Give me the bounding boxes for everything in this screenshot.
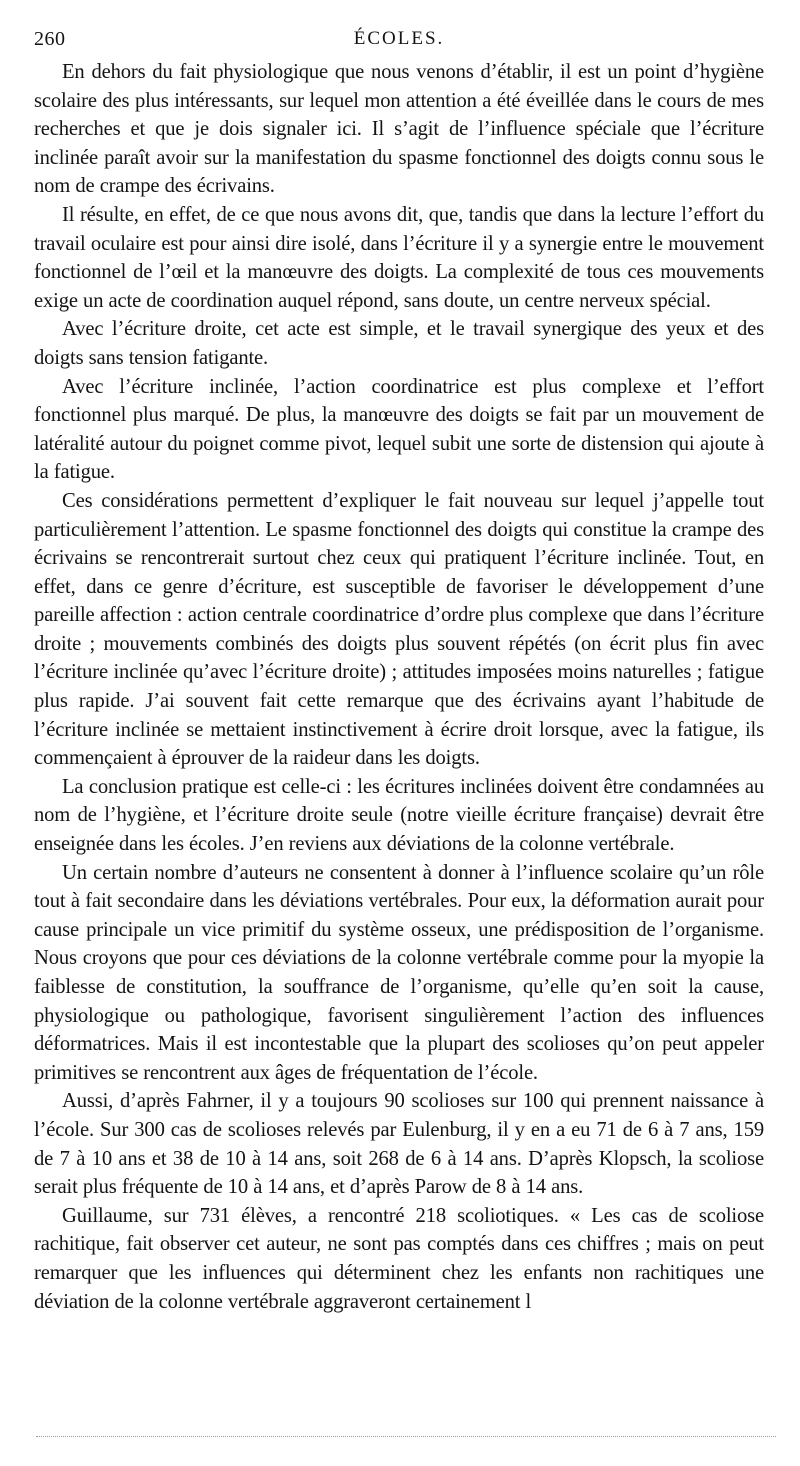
- paragraph-ocular-synergy: Il résulte, en effet, de ce que nous avons dit, que, tandis que dans la lecture l’effort du travail oculaire est pour ainsi dire isolé, dans l’écriture il y a synergie entre le mouvement fonctionnel de l’œil et la manœuvre des doigts. La complexité de tous ces mouvements exige un acte de coordination auquel répond, sans doute, un centre nerveux spécial.: [34, 203, 764, 312]
- paragraph-statistics: Aussi, d’après Fahrner, il y a toujours 90 scolioses sur 100 qui prennent naissance à l’école. Sur 300 cas de scolioses relevés par Eulenburg, il y en a eu 71 de 6 à 7 ans, 159 de 7 à 10 ans et 38 de 10 à 14 ans, soit 268 de 6 à 14 ans. D’après Klopsch, la scoliose serait plus fréquente de 10 à 14 ans, et d’après Parow de 8 à 14 ans.: [34, 1090, 764, 1199]
- paragraph-writer-cramp-intro: En dehors du fait physiologique que nous venons d’établir, il est un point d’hygiène scolaire des plus intéressants, sur lequel mon attention a été éveillée dans le cours de mes recherches et que je dois signaler ici. Il s’agit de l’influence spéciale que l’écriture inclinée paraît avoir sur la manifestation du spasme fonctionnel des doigts connu sous le nom de crampe des écrivains.: [34, 61, 764, 198]
- paragraph-guillaume: Guillaume, sur 731 élèves, a rencontré 218 scoliotiques. « Les cas de scoliose rachitique, fait observer cet auteur, ne sont pas comptés dans ces chiffres ; mais on peut remarquer que les influences qui déterminent chez les enfants non rachitiques une déviation de la colonne vertébrale aggraveront certainement l: [34, 1204, 764, 1313]
- paragraph-vertebral-deviations: Un certain nombre d’auteurs ne consentent à donner à l’influence scolaire qu’un rôle tout à fait secondaire dans les déviations vertébrales. Pour eux, la déformation aurait pour cause principale un vice primitif du système osseux, une prédisposition de l’organisme. Nous croyons que pour ces déviations de la colonne vertébrale comme pour la myopie la faiblesse de constitution, la souffrance de l’organisme, qu’elle qu’en soit la cause, physiologique ou pathologique, favorisent singulièrement l’action des influences déformatrices. Mais il est incontestable que la plupart des scolioses qu’on peut appeler primitives se rencontrent aux âges de fréquentation de l’école.: [34, 861, 764, 1084]
- paragraph-considerations: Ces considérations permettent d’expliquer le fait nouveau sur lequel j’appelle tout particulièrement l’attention. Le spasme fonctionnel des doigts qui constitue la crampe des écrivains se rencontrerait surtout chez ceux qui pratiquent l’écriture inclinée. Tout, en effet, dans ce genre d’écriture, est susceptible de favoriser le développement d’une pareille affection : action centrale coordinatrice d’ordre plus complexe que dans l’écriture droite ; mouvements combinés des doigts plus souvent répétés (on écrit plus fin avec l’écriture inclinée qu’avec l’écriture droite) ; attitudes imposées moins naturelles ; fatigue plus rapide. J’ai souvent fait cette remarque que des écrivains ayant l’habitude de l’écriture inclinée se mettaient instinctivement à écrire droit lorsque, avec la fatigue, ils commençaient à éprouver de la raideur dans les doigts.: [34, 489, 764, 770]
- paragraph-practical-conclusion: La conclusion pratique est celle-ci : les écritures inclinées doivent être condamnées au nom de l’hygiène, et l’écriture droite seule (notre vieille écriture française) devrait être enseignée dans les écoles. J’en reviens aux déviations de la colonne vertébrale.: [34, 775, 764, 856]
- running-title: ÉCOLES.: [353, 28, 445, 49]
- page-header: [34, 24, 764, 58]
- bottom-dotted-rule: [36, 1436, 776, 1437]
- page-number: 260: [34, 28, 66, 50]
- book-page: [34, 24, 764, 1316]
- paragraph-inclined-writing: Avec l’écriture inclinée, l’action coordinatrice est plus complexe et l’effort fonctionnel plus marqué. De plus, la manœuvre des doigts se fait par un mouvement de latéralité autour du poignet comme pivot, lequel subit une sorte de distension qui ajoute à la fatigue.: [34, 375, 764, 484]
- paragraph-straight-writing: Avec l’écriture droite, cet acte est simple, et le travail synergique des yeux et des doigts sans tension fatigante.: [34, 318, 764, 369]
- body-text: [34, 58, 764, 1316]
